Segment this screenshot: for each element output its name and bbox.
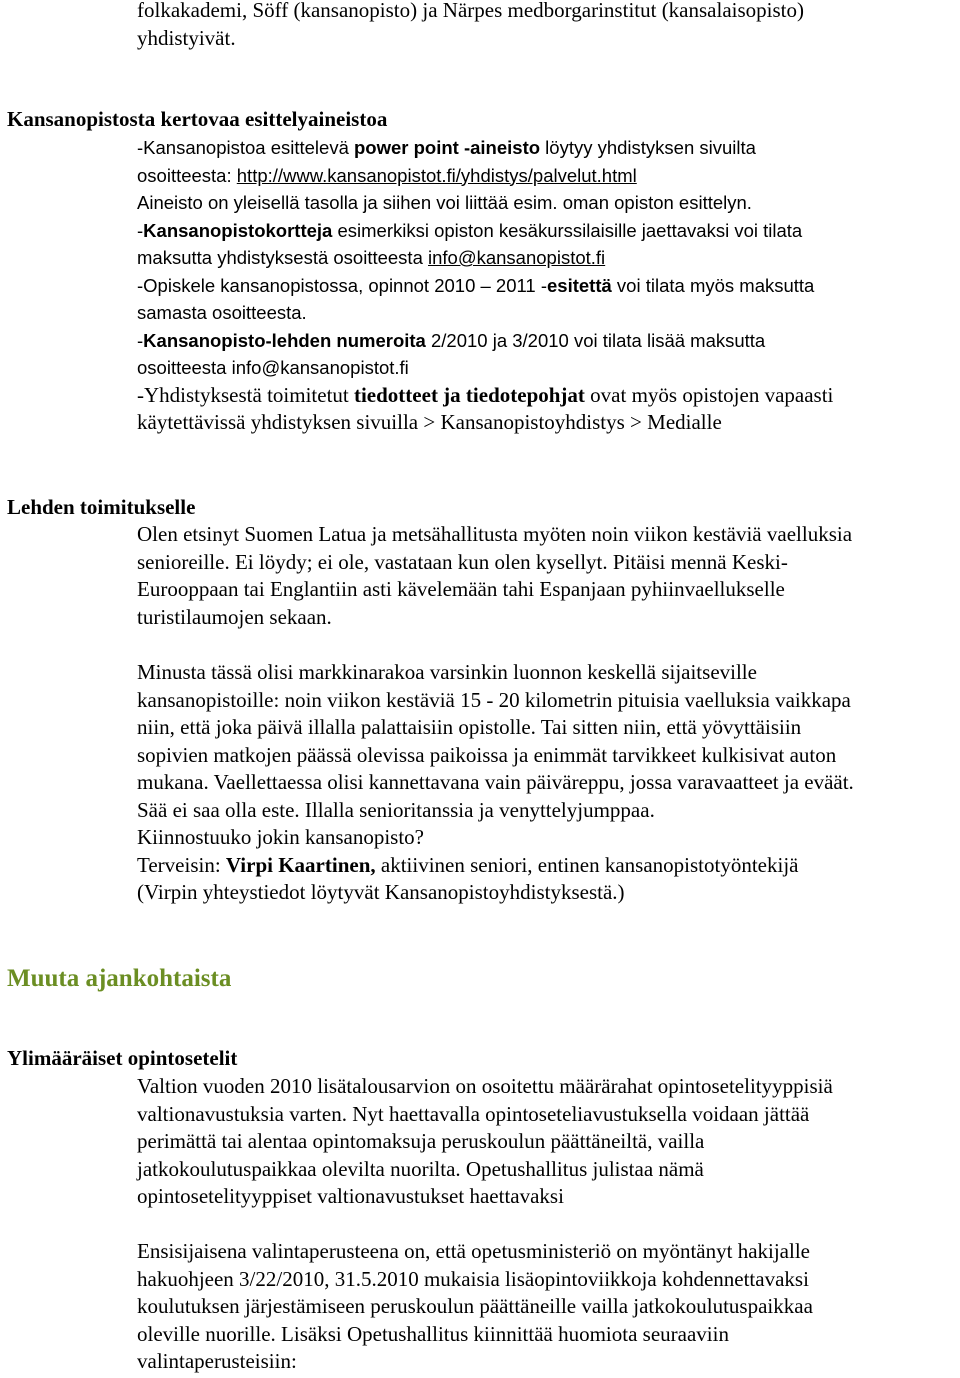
opintosetelit-paragraph-2	[137, 1238, 813, 1376]
list-item-line: osoitteesta info@kansanopistot.fi	[137, 357, 409, 378]
text: maksutta yhdistyksestä osoitteesta	[137, 247, 428, 268]
letter-paragraph-1	[137, 521, 852, 631]
text: -	[137, 329, 144, 351]
text-line: sopivien matkojen päässä olevissa paikoissa ja enimmät tarvikkeet kulkisivat auton	[137, 742, 837, 767]
text-line: jatkokoulutuspaikkaa olevilta nuorilta. Opetushallitus julistaa nämä	[137, 1156, 704, 1181]
bold-text: power point -aineisto	[354, 137, 541, 158]
text-line: Olen etsinyt Suomen Latua ja metsähallitusta myöten noin viikon kestäviä vaelluksia	[137, 522, 853, 546]
list-item	[137, 134, 833, 162]
heading-opintosetelit	[7, 1045, 237, 1073]
list-item-line	[137, 244, 833, 272]
heading-text: Lehden toimitukselle	[7, 495, 196, 519]
text: ovat myös opistojen vapaasti	[584, 382, 834, 407]
powerpoint-link[interactable]: http://www.kansanopistot.fi/yhdistys/palvelut.html	[236, 164, 637, 186]
text-line: opintosetelityyppiset valtionavustukset haettavaksi	[137, 1184, 564, 1208]
list-item	[137, 272, 833, 300]
text-line: kansanopistoille: noin viikon kestäviä 15 - 20 kilometrin pituisia vaelluksia vaikkapa	[137, 687, 851, 712]
list-item	[137, 217, 833, 245]
bold-text: Kansanopisto-lehden numeroita	[143, 329, 426, 351]
text-line: Valtion vuoden 2010 lisätalousarvion on osoitettu määrärahat opintosetelityyppisiä	[137, 1074, 833, 1098]
text-line: oleville nuorille. Lisäksi Opetushallitus kiinnittää huomiota seuraaviin	[137, 1321, 729, 1346]
text-line: niin, että joka päivä illalla palattaisiin opistolle. Tai sitten niin, että yövyttäisiin	[137, 715, 802, 739]
heading-kansanopistosta	[7, 106, 387, 134]
list-item-line: Aineisto on yleisellä tasolla ja siihen voi liittää esim. oman opiston esittelyn.	[137, 192, 752, 213]
text-line: Minusta tässä olisi markkinarakoa varsinkin luonnon keskellä sijaitseville	[137, 660, 757, 684]
list-item	[137, 327, 833, 355]
text-line: perimättä tai alentaa opintomaksuja peruskoulun päättäneiltä, vailla	[137, 1129, 705, 1153]
text-line: folkakademi, Söff (kansanopisto) ja Närpes medborgarinstitut (kansalaisopisto)	[137, 0, 804, 22]
list-item-line: käytettävissä yhdistyksen sivuilla > Kansanopistoyhdistys > Medialle	[137, 410, 722, 434]
text-line: mukana. Vaellettaessa olisi kannettavana vain päiväreppu, jossa varavaatteet ja eväät.	[137, 770, 854, 794]
heading-text: Kansanopistosta kertovaa esittelyaineistoa	[7, 107, 388, 131]
text-line: hakuohjeen 3/22/2010, 31.5.2010 mukaisia lisäopintoviikkoja kohdennettavaksi	[137, 1266, 809, 1291]
author-name: Virpi Kaartinen,	[225, 852, 376, 877]
text: voi tilata myös maksutta	[611, 274, 815, 296]
bold-text: tiedotteet ja tiedotepohjat	[353, 382, 585, 407]
list-item-line	[137, 162, 833, 190]
text-line: senioreille. Ei löydy; ei ole, vastataan kun olen kysellyt. Pitäisi mennä Keski-	[137, 549, 788, 574]
section-title: Muuta ajankohtaista	[7, 965, 232, 992]
text: osoitteesta:	[137, 164, 237, 186]
text: aktiivinen seniori, entinen kansanopistotyöntekijä	[375, 852, 799, 877]
text-line: (Virpin yhteystiedot löytyvät Kansanopistoyhdistyksestä.)	[137, 880, 625, 904]
text-line: koulutuksen järjestämiseen peruskoulun päättäneille vailla jatkokoulutuspaikkaa	[137, 1294, 813, 1318]
text: 2/2010 ja 3/2010 voi tilata lisää maksutta	[425, 329, 766, 351]
text: löytyy yhdistyksen sivuilta	[540, 137, 756, 158]
text: esimerkiksi opiston kesäkurssilaisille jaettavaksi voi tilata	[332, 219, 803, 241]
text: -Yhdistyksestä toimitetut	[137, 382, 354, 407]
text-line: valtionavustuksia varten. Nyt haettavalla opintoseteliavustuksella voidaan jättää	[137, 1101, 810, 1126]
text-line: yhdistyivät.	[137, 25, 236, 50]
materials-list	[137, 134, 833, 437]
text-line: Ensisijaisena valintaperusteena on, että opetusministeriö on myöntänyt hakijalle	[137, 1239, 810, 1263]
list-item	[137, 382, 833, 410]
text-line: Eurooppaan tai Englantiin asti kävelemään tahi Espanjaan pyhiinvaellukselle	[137, 577, 785, 601]
heading-text: Ylimääräiset opintosetelit	[7, 1046, 238, 1070]
intro-paragraph	[137, 0, 804, 52]
text-line: Kiinnostuuko jokin kansanopisto?	[137, 825, 424, 849]
text: -Kansanopistoa esittelevä	[137, 137, 354, 158]
text: -Opiskele kansanopistossa, opinnot 2010 – 2011 -	[137, 274, 548, 296]
text-line: turistilaumojen sekaan.	[137, 604, 332, 629]
letter-paragraph-2	[137, 659, 854, 907]
bold-text: esitettä	[547, 274, 612, 296]
text-line: valintaperusteisiin:	[137, 1349, 297, 1373]
opintosetelit-paragraph-1	[137, 1073, 833, 1211]
text: -	[137, 219, 144, 241]
email-link[interactable]: info@kansanopistot.fi	[428, 247, 606, 268]
heading-lehden-toimitukselle	[7, 494, 195, 522]
signature-line	[137, 852, 854, 880]
text: Terveisin:	[137, 852, 226, 877]
bold-text: Kansanopistokortteja	[143, 219, 333, 241]
text-line: Sää ei saa olla este. Illalla senioritanssia ja venyttelyjumppaa.	[137, 797, 655, 822]
list-item-line: samasta osoitteesta.	[137, 302, 307, 323]
